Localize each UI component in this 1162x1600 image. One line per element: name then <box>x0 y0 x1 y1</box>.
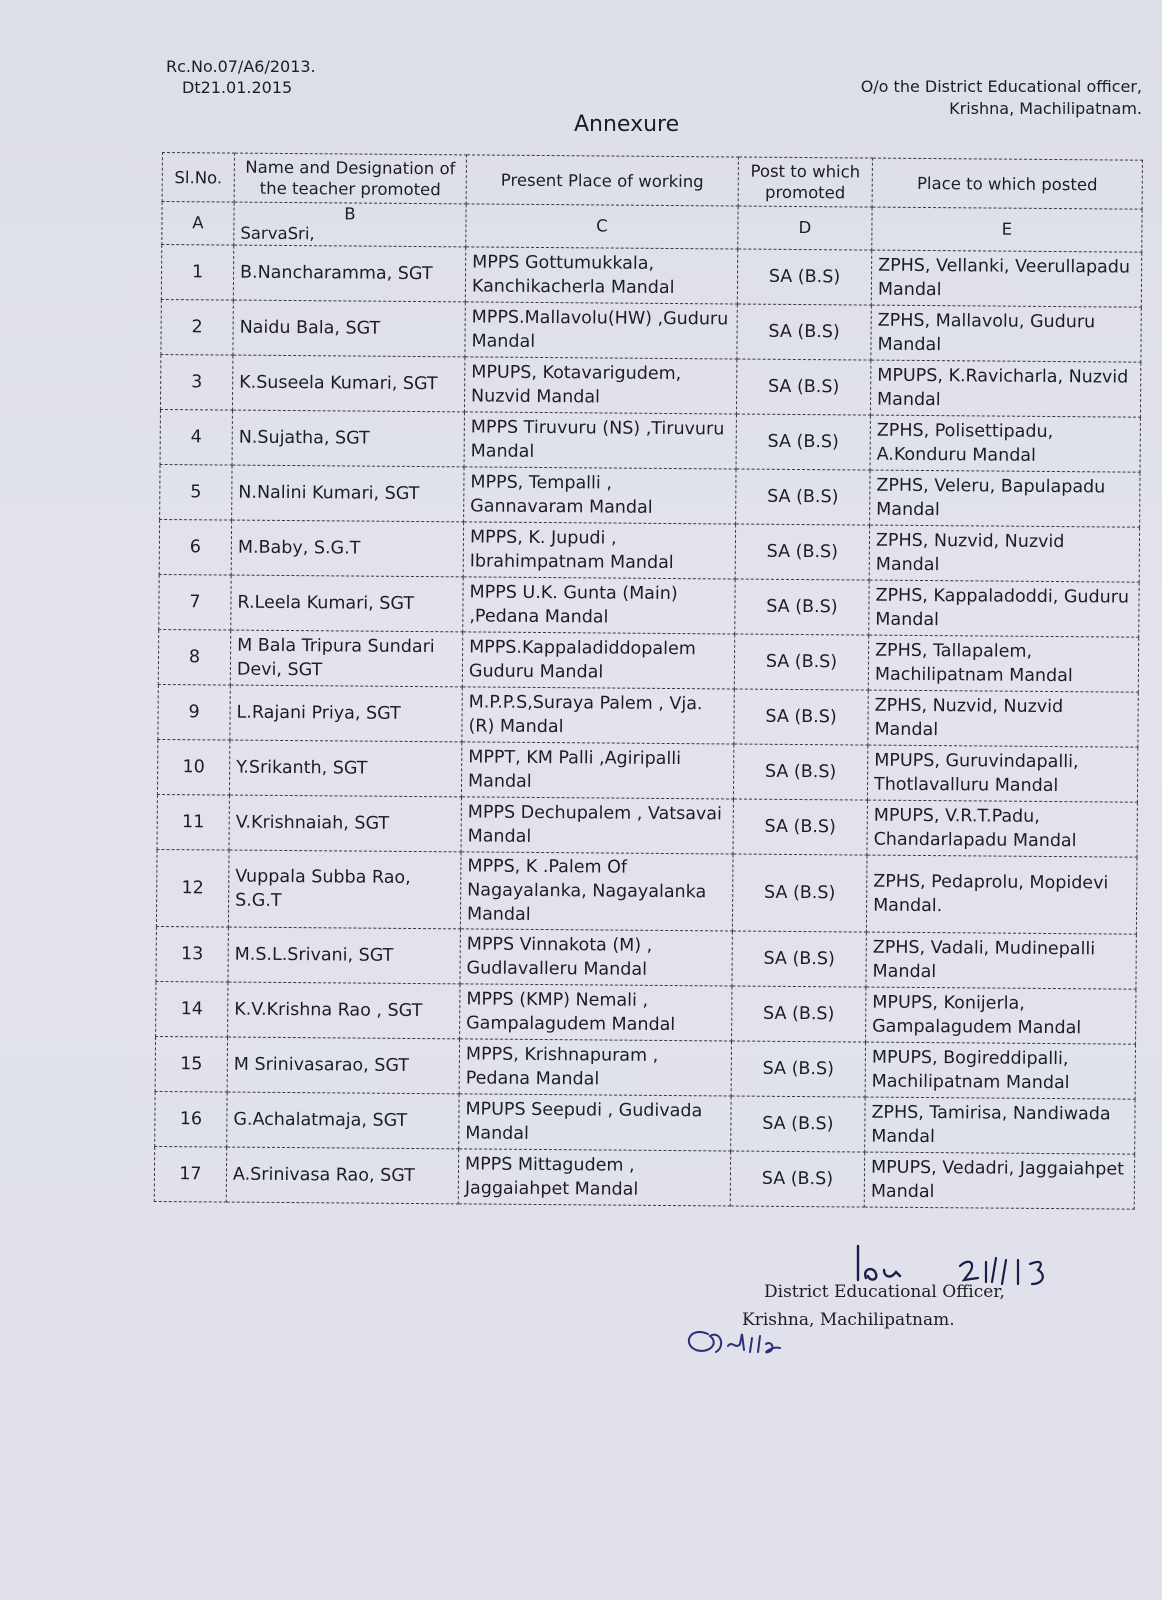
cell-slno: 14 <box>156 981 228 1037</box>
table-letter-row <box>162 202 1142 253</box>
initials-signature <box>680 1316 800 1366</box>
cell-teacher-name: B.Nancharamma, SGT <box>233 245 465 302</box>
cell-post: SA (B.S) <box>733 744 867 800</box>
cell-posted-place: ZPHS, Kappaladoddi, Guduru Mandal <box>869 580 1139 637</box>
cell-slno: 9 <box>158 684 230 740</box>
cell-slno: 4 <box>160 409 232 465</box>
cell-present-place: MPPS Gottumukkala, Kanchikacherla Mandal <box>465 247 737 304</box>
cell-post: SA (B.S) <box>737 304 871 360</box>
table-row <box>160 354 1140 417</box>
table-row <box>159 574 1139 637</box>
column-header-present-place: Present Place of working <box>466 155 738 206</box>
cell-teacher-name: Vuppala Subba Rao, S.G.T <box>228 850 461 929</box>
table-row <box>158 629 1138 692</box>
column-letter-b-cell <box>234 202 466 247</box>
cell-posted-place: MPUPS, Bogireddipalli, Machilipatnam Mandal <box>865 1042 1135 1099</box>
cell-post: SA (B.S) <box>731 1041 865 1097</box>
cell-post: SA (B.S) <box>730 1151 864 1207</box>
table-row <box>158 684 1138 747</box>
cell-teacher-name: M Bala Tripura Sundari Devi, SGT <box>230 630 462 687</box>
cell-slno: 3 <box>160 354 232 410</box>
cell-posted-place: ZPHS, Tamirisa, Nandiwada Mandal <box>865 1097 1135 1154</box>
cell-posted-place: ZPHS, Vadali, Mudinepalli Mandal <box>866 932 1136 989</box>
table-row <box>156 981 1136 1044</box>
cell-teacher-name: N.Sujatha, SGT <box>232 410 464 467</box>
cell-present-place: MPPS.Kappaladiddopalem Guduru Mandal <box>462 632 734 689</box>
salutation: SarvaSri, <box>240 223 315 244</box>
cell-slno: 12 <box>156 849 229 927</box>
cell-post: SA (B.S) <box>737 249 871 305</box>
cell-present-place: MPPS Dechupalem , Vatsavai Mandal <box>461 797 733 854</box>
column-header-posted-place: Place to which posted <box>872 158 1142 209</box>
cell-teacher-name: N.Nalini Kumari, SGT <box>232 465 464 522</box>
cell-post: SA (B.S) <box>736 469 870 525</box>
cell-post: SA (B.S) <box>735 524 869 580</box>
cell-post: SA (B.S) <box>736 359 870 415</box>
cell-teacher-name: K.V.Krishna Rao , SGT <box>228 982 460 1039</box>
cell-post: SA (B.S) <box>732 854 867 932</box>
cell-slno: 16 <box>155 1091 227 1147</box>
cell-posted-place: ZPHS, Tallapalem, Machilipatnam Mandal <box>868 635 1138 692</box>
cell-teacher-name: L.Rajani Priya, SGT <box>230 685 462 742</box>
table-row <box>161 299 1141 362</box>
table-row <box>157 739 1137 802</box>
designation-text: District Educational Officer, <box>764 1282 1005 1302</box>
table-row <box>155 1091 1135 1154</box>
cell-present-place: MPUPS Seepudi , Gudivada Mandal <box>459 1094 731 1151</box>
cell-post: SA (B.S) <box>735 579 869 635</box>
cell-post: SA (B.S) <box>736 414 870 470</box>
cell-present-place: MPUPS, Kotavarigudem, Nuzvid Mandal <box>464 357 736 414</box>
cell-posted-place: MPUPS, K.Ravicharla, Nuzvid Mandal <box>870 360 1140 417</box>
column-letter-c: C <box>466 204 738 249</box>
cell-post: SA (B.S) <box>733 799 867 855</box>
cell-slno: 15 <box>155 1036 227 1092</box>
cell-posted-place: MPUPS, Konijerla, Gampalagudem Mandal <box>866 987 1136 1044</box>
cell-present-place: MPPS, Krishnapuram , Pedana Mandal <box>459 1039 731 1096</box>
cell-present-place: MPPS Mittagudem , Jaggaiahpet Mandal <box>458 1149 730 1206</box>
column-header-slno: Sl.No. <box>162 153 234 203</box>
cell-posted-place: ZPHS, Nuzvid, Nuzvid Mandal <box>868 690 1138 747</box>
table-row <box>160 464 1140 527</box>
cell-slno: 8 <box>158 629 230 685</box>
cell-present-place: MPPS, Tempalli , Gannavaram Mandal <box>464 467 736 524</box>
table-row <box>154 1146 1134 1209</box>
cell-posted-place: ZPHS, Mallavolu, Guduru Mandal <box>871 305 1141 362</box>
cell-present-place: MPPS.Mallavolu(HW) ,Guduru Mandal <box>465 302 737 359</box>
cell-teacher-name: V.Krishnaiah, SGT <box>229 795 461 852</box>
cell-posted-place: ZPHS, Nuzvid, Nuzvid Mandal <box>869 525 1139 582</box>
table-header-row <box>162 153 1142 210</box>
cell-slno: 13 <box>156 926 228 982</box>
annexure-table <box>154 152 1143 1210</box>
cell-slno: 10 <box>157 739 229 795</box>
column-letter-e: E <box>872 207 1142 252</box>
place-text: Krishna, Machilipatnam. <box>742 1310 955 1330</box>
table-row <box>157 794 1137 857</box>
cell-teacher-name: M Srinivasarao, SGT <box>227 1037 459 1094</box>
cell-teacher-name: G.Achalatmaja, SGT <box>227 1092 459 1149</box>
cell-posted-place: ZPHS, Polisettipadu, A.Konduru Mandal <box>870 415 1140 472</box>
table-row <box>156 849 1137 934</box>
table-body <box>154 245 1141 1210</box>
reference-number: Rc.No.07/A6/2013. <box>166 57 316 76</box>
cell-slno: 7 <box>159 574 231 630</box>
document-title: Annexure <box>574 112 680 137</box>
cell-present-place: MPPT, KM Palli ,Agiripalli Mandal <box>461 742 733 799</box>
cell-post: SA (B.S) <box>732 986 866 1042</box>
cell-posted-place: ZPHS, Veleru, Bapulapadu Mandal <box>870 470 1140 527</box>
table-row <box>161 245 1141 308</box>
cell-present-place: MPPS, K .Palem Of Nagayalanka, Nagayalanka Mandal <box>460 852 733 931</box>
cell-teacher-name: A.Srinivasa Rao, SGT <box>226 1147 458 1204</box>
cell-present-place: MPPS U.K. Gunta (Main) ,Pedana Mandal <box>463 577 735 634</box>
cell-posted-place: ZPHS, Pedaprolu, Mopidevi Mandal. <box>866 855 1137 934</box>
reference-date: Dt21.01.2015 <box>182 78 293 97</box>
cell-slno: 6 <box>159 519 231 575</box>
cell-teacher-name: M.Baby, S.G.T <box>231 520 463 577</box>
cell-slno: 2 <box>161 299 233 355</box>
cell-teacher-name: K.Suseela Kumari, SGT <box>232 355 464 412</box>
cell-present-place: MPPS (KMP) Nemali , Gampalagudem Mandal <box>460 984 732 1041</box>
cell-teacher-name: R.Leela Kumari, SGT <box>231 575 463 632</box>
cell-posted-place: MPUPS, V.R.T.Padu, Chandarlapadu Mandal <box>867 800 1137 857</box>
column-header-post: Post to which promoted <box>738 157 872 207</box>
column-header-name: Name and Designation of the teacher promoted <box>234 153 466 204</box>
cell-present-place: MPPS, K. Jupudi , Ibrahimpatnam Mandal <box>463 522 735 579</box>
reference-block <box>166 56 316 98</box>
cell-slno: 5 <box>160 464 232 520</box>
office-line-1: O/o the District Educational officer, <box>860 77 1142 96</box>
cell-slno: 1 <box>161 245 233 301</box>
cell-slno: 11 <box>157 794 229 850</box>
column-letter-b: B <box>344 204 356 224</box>
cell-teacher-name: Naidu Bala, SGT <box>233 300 465 357</box>
table-row <box>160 409 1140 472</box>
cell-post: SA (B.S) <box>734 634 868 690</box>
cell-present-place: M.P.P.S,Suraya Palem , Vja.(R) Mandal <box>462 687 734 744</box>
officer-signature <box>840 1240 1060 1310</box>
cell-slno: 17 <box>154 1146 226 1202</box>
column-letter-d: D <box>738 206 872 250</box>
cell-posted-place: MPUPS, Vedadri, Jaggaiahpet Mandal <box>864 1152 1134 1209</box>
table-row <box>159 519 1139 582</box>
office-line-2: Krishna, Machilipatnam. <box>949 99 1142 118</box>
column-letter-a: A <box>162 202 234 246</box>
cell-posted-place: ZPHS, Vellanki, Veerullapadu Mandal <box>871 250 1141 307</box>
cell-teacher-name: M.S.L.Srivani, SGT <box>228 927 460 984</box>
cell-teacher-name: Y.Srikanth, SGT <box>229 740 461 797</box>
cell-posted-place: MPUPS, Guruvindapalli, Thotlavalluru Mandal <box>867 745 1137 802</box>
cell-post: SA (B.S) <box>731 1096 865 1152</box>
table-row <box>155 1036 1135 1099</box>
table-row <box>156 926 1136 989</box>
office-address <box>861 76 1142 120</box>
cell-present-place: MPPS Vinnakota (M) , Gudlavalleru Mandal <box>460 929 732 986</box>
cell-post: SA (B.S) <box>734 689 868 745</box>
cell-post: SA (B.S) <box>732 931 866 987</box>
cell-present-place: MPPS Tiruvuru (NS) ,Tiruvuru Mandal <box>464 412 736 469</box>
